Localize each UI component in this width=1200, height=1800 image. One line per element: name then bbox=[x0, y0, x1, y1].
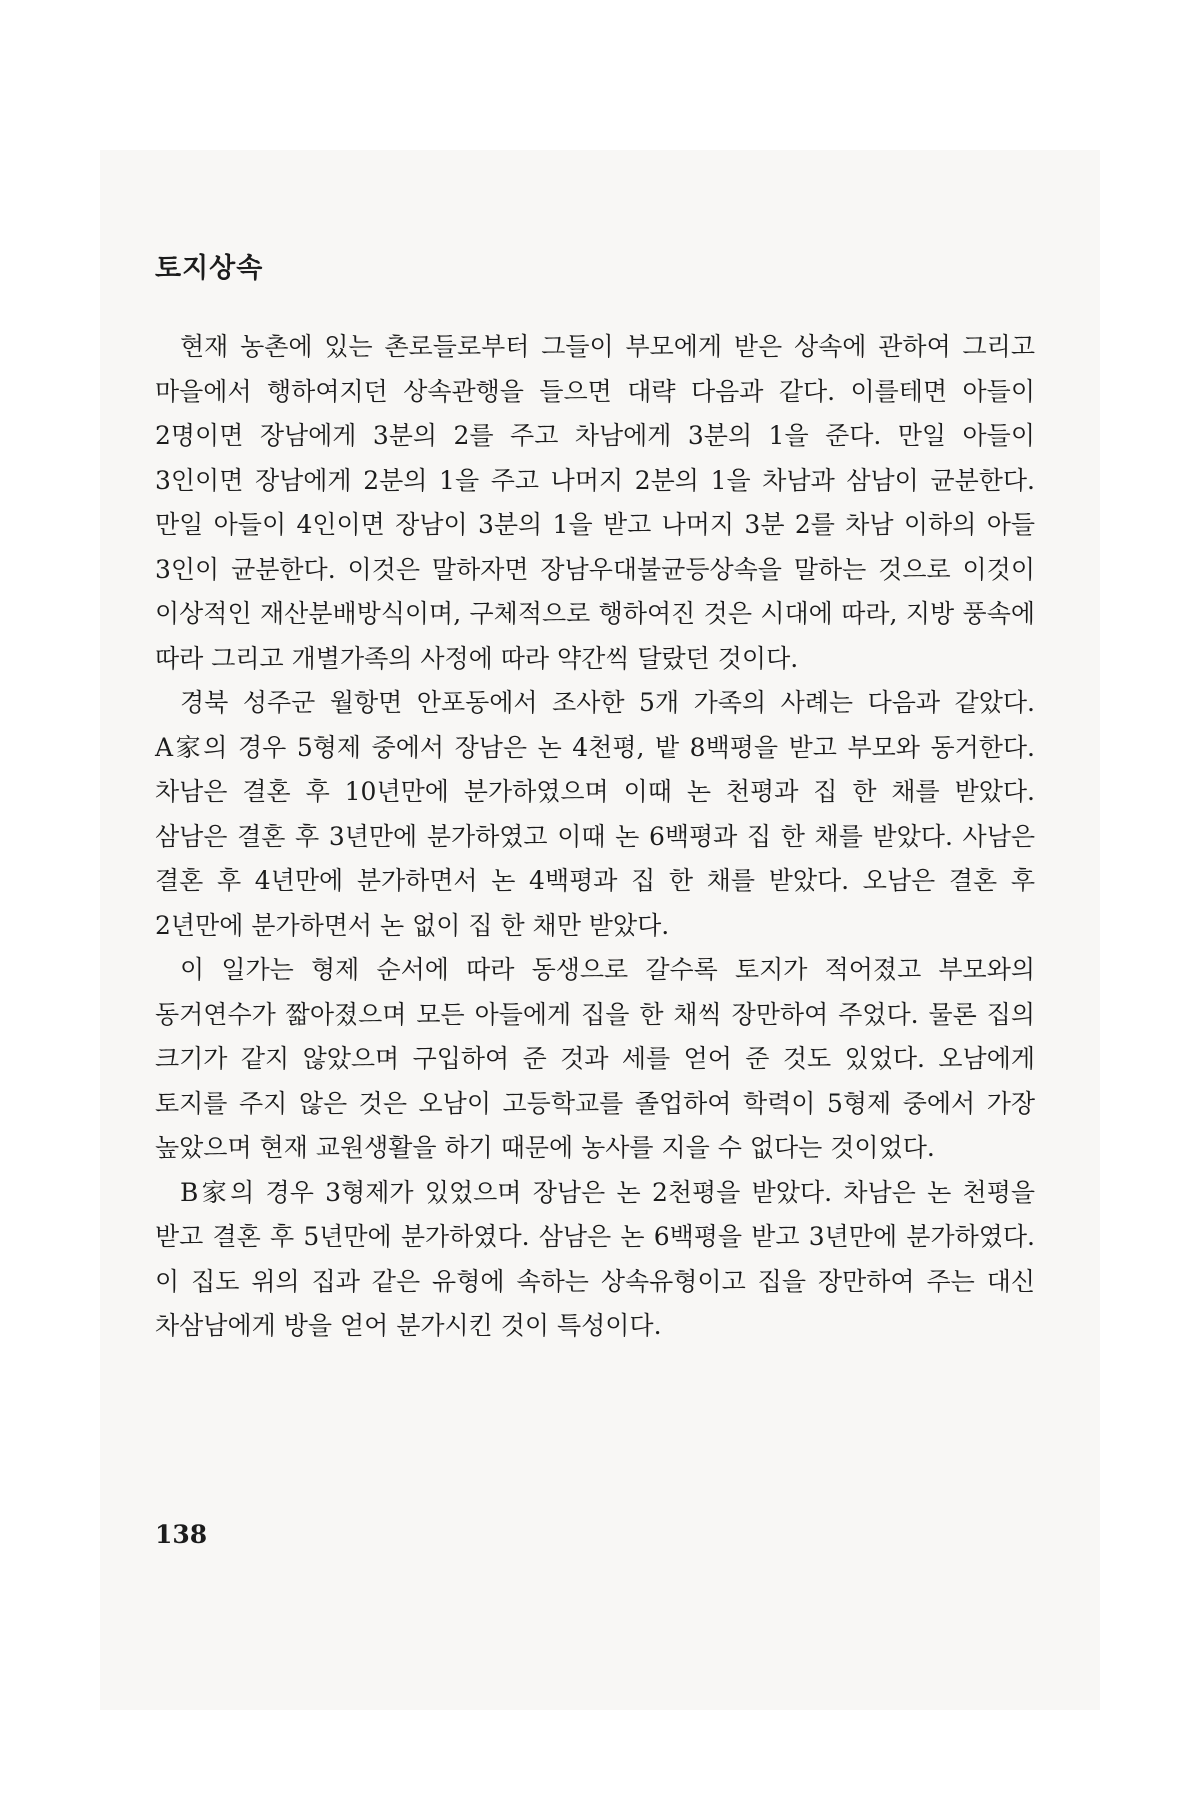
paragraph-case-b: B家의 경우 3형제가 있었으며 장남은 논 2천평을 받았다. 차남은 논 천평을 받고 결혼 후 5년만에 분가하였다. 삼남은 논 6백평을 받고 3년만에 분가하였다. 이 집도 위의 집과 같은 유형에 속하는 상속유형이고 집을 장만하여 주는 대신 차삼남에게 방을 얻어 분가시킨 것이 특성이다. bbox=[155, 1177, 1035, 1340]
page-number: 138 bbox=[155, 1520, 208, 1549]
paragraph-case-a: 경북 성주군 월항면 안포동에서 조사한 5개 가족의 사례는 다음과 같았다. A家의 경우 5형제 중에서 장남은 논 4천평, 밭 8백평을 받고 부모와 동거한다. 차남은 결혼 후 10년만에 분가하였으며 이때 논 천평과 집 한 채를 받았다. 삼남은 결혼 후 3년만에 분가하였고 이때 논 6백평과 집 한 채를 받았다. 사남은 결혼 후 4년만에 분가하면서 논 4백평과 집 한 채를 받았다. 오남은 결혼 후 2년만에 분가하면서 논 없이 집 한 채만 받았다. bbox=[155, 688, 1035, 940]
paragraph-case-a-analysis: 이 일가는 형제 순서에 따라 동생으로 갈수록 토지가 적어졌고 부모와의 동거연수가 짧아졌으며 모든 아들에게 집을 한 채씩 장만하여 주었다. 물론 집의 크기가 같지 않았으며 구입하여 준 것과 세를 얻어 준 것도 있었다. 오남에게 토지를 주지 않은 것은 오남이 고등학교를 졸업하여 학력이 5형제 중에서 가장 높았으며 현재 교원생활을 하기 때문에 농사를 지을 수 없다는 것이었다. bbox=[155, 955, 1035, 1162]
book-page bbox=[100, 150, 1100, 1710]
paragraph-inheritance-custom: 현재 농촌에 있는 촌로들로부터 그들이 부모에게 받은 상속에 관하여 그리고 마을에서 행하여지던 상속관행을 들으면 대략 다음과 같다. 이를테면 아들이 2명이면 장남에게 3분의 2를 주고 차남에게 3분의 1을 준다. 만일 아들이 3인이면 장남에게 2분의 1을 주고 나머지 2분의 1을 차남과 삼남이 균분한다. 만일 아들이 4인이면 장남이 3분의 1을 받고 나머지 3분 2를 차남 이하의 아들 3인이 균분한다. 이것은 말하자면 장남우대불균등상속을 말하는 것으로 이것이 이상적인 재산분배방식이며, 구체적으로 행하여진 것은 시대에 따라, 지방 풍속에 따라 그리고 개별가족의 사정에 따라 약간씩 달랐던 것이다. bbox=[155, 332, 1035, 673]
page-content bbox=[155, 246, 1035, 1349]
section-heading: 토지상속 bbox=[155, 253, 264, 284]
